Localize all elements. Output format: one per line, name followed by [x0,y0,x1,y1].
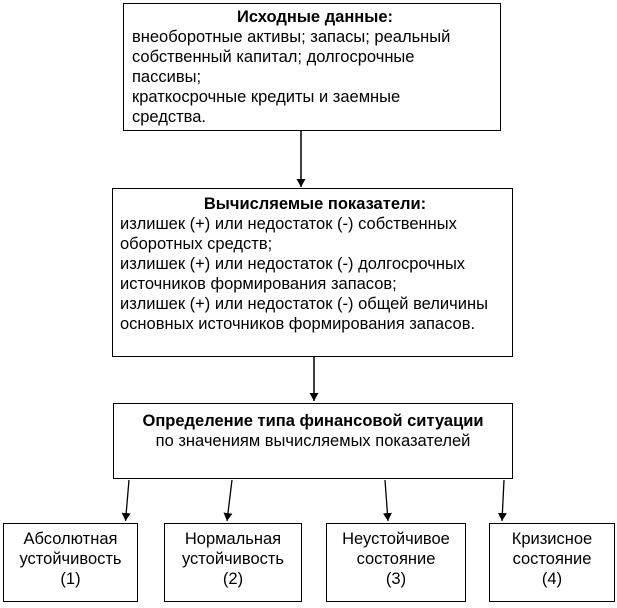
box-calculated-indicators-line: излишек (+) или недостаток (-) общей величины [120,295,488,313]
outcome-number: (2) [222,570,244,588]
outcome-number: (1) [60,570,81,588]
arrow-to-outcome-3 [385,480,388,521]
box-situation-type-determination [113,403,513,479]
box-calculated-indicators-line: излишек (+) или недостаток (-) собственных [120,215,457,233]
arrow-to-outcome-4 [502,480,504,521]
box-situation-type-determination-subtitle: по значениям вычисляемых показателей [155,432,471,450]
arrow-to-outcome-2 [227,480,232,521]
box-outcome-absolute-stability [3,523,138,602]
box-calculated-indicators-line: излишек (+) или недостаток (-) долгосрочных [120,255,466,273]
outcome-number: (4) [541,570,563,588]
box-outcome-unstable-state [326,523,466,602]
box-initial-data-line: пассивы; [132,68,202,86]
box-calculated-indicators-line: источников формирования запасов; [120,275,397,293]
box-calculated-indicators-line: оборотных средств; [120,235,273,253]
box-initial-data-line: собственный капитал; долгосрочные [132,48,415,66]
box-initial-data [123,3,501,131]
outcome-line: состояние [356,550,436,568]
box-initial-data-line: внеоборотные активы; запасы; реальный [132,28,451,46]
outcome-line: устойчивость [19,550,122,568]
outcome-line: устойчивость [181,550,285,568]
box-calculated-indicators-line: основных источников формирования запасов. [120,315,476,333]
box-initial-data-line: средства. [132,108,207,126]
box-initial-data-title: Исходные данные: [236,8,394,26]
outcome-line: Абсолютная [23,530,118,548]
outcome-number: (3) [385,570,407,588]
box-outcome-normal-stability [164,523,302,602]
outcome-line: Неустойчивое [342,530,450,548]
arrow-to-outcome-1 [126,480,130,521]
outcome-line: состояние [512,550,592,568]
box-situation-type-determination-title: Определение типа финансовой ситуации [142,412,484,430]
outcome-line: Нормальная [184,530,282,548]
box-calculated-indicators-title: Вычисляемые показатели: [203,195,427,213]
outcome-line: Кризисное [511,530,593,548]
box-calculated-indicators [112,188,513,357]
box-outcome-crisis-state [489,523,615,602]
box-initial-data-line: краткосрочные кредиты и заемные [132,88,401,106]
